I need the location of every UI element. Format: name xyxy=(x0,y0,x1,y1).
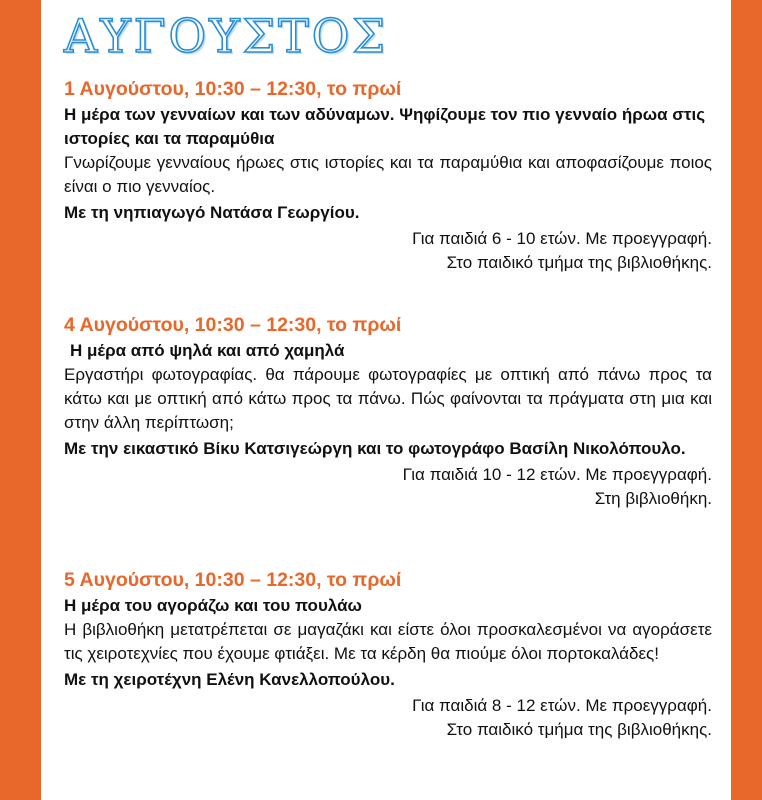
event-title: Η μέρα του αγοράζω και του πουλάω xyxy=(64,596,362,615)
event-presenter: Με την εικαστικό Βίκυ Κατσιγεώργη και το φωτογράφο Βασίλη Νικολόπουλο. xyxy=(64,439,686,458)
event-location: Στο παιδικό τμήμα της βιβλιοθήκης. xyxy=(446,253,712,272)
event-1 xyxy=(64,75,712,275)
event-description: Εργαστήρι φωτογραφίας. θα πάρουμε φωτογραφίες με οπτική από πάνω προς τα κάτω και με οπτική από κάτω προς τα πάνω. Πώς φαίνονται τα πράγματα στη μια και στην άλλη περίπτωση; xyxy=(64,365,712,432)
event-ages: Για παιδιά 8 - 12 ετών. Με προεγγραφή. xyxy=(412,696,712,715)
right-orange-band xyxy=(731,0,762,800)
event-2 xyxy=(64,311,712,511)
event-ages: Για παιδιά 6 - 10 ετών. Με προεγγραφή. xyxy=(412,229,712,248)
event-info xyxy=(64,694,712,742)
event-date: 4 Αυγούστου, 10:30 – 12:30, το πρωί xyxy=(64,314,402,336)
left-orange-band xyxy=(0,0,41,800)
event-title: Η μέρα από ψηλά και από χαμηλά xyxy=(70,341,345,360)
month-title: ΑΥΓΟΥΣΤΟΣ xyxy=(64,9,389,63)
event-date: 5 Αυγούστου, 10:30 – 12:30, το πρωί xyxy=(64,569,402,591)
event-presenter: Με τη χειροτέχνη Ελένη Κανελλοπούλου. xyxy=(64,670,395,689)
event-info xyxy=(64,227,712,275)
event-date: 1 Αυγούστου, 10:30 – 12:30, το πρωί xyxy=(64,78,402,100)
event-presenter: Με τη νηπιαγωγό Νατάσα Γεωργίου. xyxy=(64,203,360,222)
event-location: Στο παιδικό τμήμα της βιβλιοθήκης. xyxy=(446,720,712,739)
event-ages: Για παιδιά 10 - 12 ετών. Με προεγγραφή. xyxy=(402,465,712,484)
event-title: Η μέρα των γενναίων και των αδύναμων. Ψηφίζουμε τον πιο γενναίο ήρωα στις ιστορίες και τα παραμύθια xyxy=(64,105,706,148)
event-description: Γνωρίζουμε γενναίους ήρωες στις ιστορίες και τα παραμύθια και αποφασίζουμε ποιος είναι ο πιο γενναίος. xyxy=(64,153,712,196)
event-info xyxy=(64,463,712,511)
event-3 xyxy=(64,566,712,742)
event-location: Στη βιβλιοθήκη. xyxy=(594,489,712,508)
event-description: Η βιβλιοθήκη μετατρέπεται σε μαγαζάκι και είστε όλοι προσκαλεσμένοι να αγοράσετε τις χειροτεχνίες που έχουμε φτιάξει. Με τα κέρδη θα πιούμε όλοι πορτοκαλάδες! xyxy=(64,620,712,663)
